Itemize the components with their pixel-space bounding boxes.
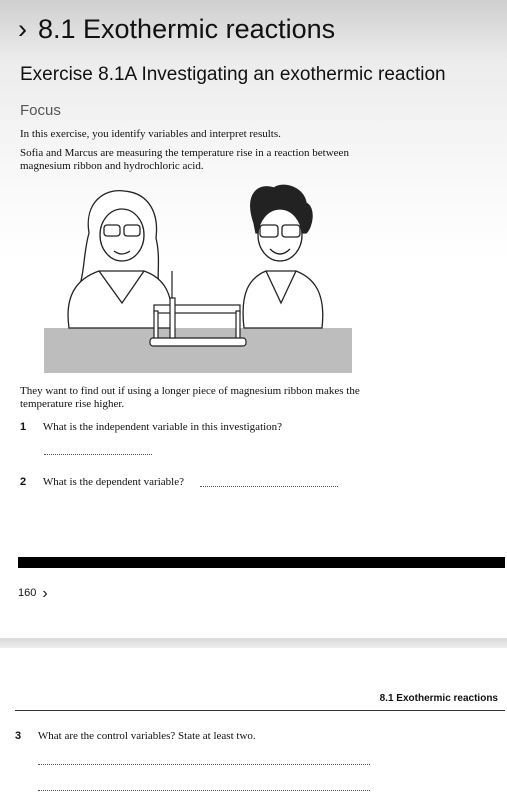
chapter-title — [18, 14, 335, 45]
question-text: What is the independent variable in this investigation? — [42, 421, 283, 433]
question-text: What are the control variables? State at least two. — [37, 730, 256, 742]
question-1 — [20, 421, 282, 433]
page-number-text: 160 — [18, 587, 37, 599]
chapter-title-text: 8.1 Exothermic reactions — [38, 14, 336, 44]
answer-line-2[interactable] — [200, 486, 338, 487]
lab-bench — [44, 328, 352, 373]
header-rule — [15, 710, 505, 711]
intro-text: In this exercise, you identify variables and interpret results. — [20, 128, 281, 140]
page-separator — [0, 638, 507, 648]
question-number: 2 — [20, 476, 27, 488]
students-illustration — [44, 183, 352, 373]
question-2 — [20, 476, 184, 488]
footer-bar — [18, 557, 505, 568]
focus-heading: Focus — [20, 102, 61, 119]
question-number: 3 — [15, 730, 22, 742]
question-3 — [15, 730, 256, 742]
question-number: 1 — [20, 421, 27, 433]
after-image-text: They want to find out if using a longer piece of magnesium ribbon makes the temperature rise higher. — [20, 385, 360, 410]
answer-line-3b[interactable] — [38, 790, 370, 791]
running-header: 8.1 Exothermic reactions — [379, 693, 498, 704]
answer-line-1[interactable] — [44, 454, 152, 455]
scenario-text: Sofia and Marcus are measuring the temperature rise in a reaction between magnesium ribbon and hydrochloric acid. — [20, 147, 349, 172]
student-marcus — [243, 185, 323, 328]
chevron-right-icon: › — [18, 14, 27, 44]
page-number — [18, 585, 48, 603]
answer-line-3a[interactable] — [38, 764, 370, 765]
exercise-title: Exercise 8.1A Investigating an exothermic reaction — [20, 64, 446, 85]
question-text: What is the dependent variable? — [42, 476, 184, 488]
chevron-right-icon: › — [42, 585, 48, 602]
